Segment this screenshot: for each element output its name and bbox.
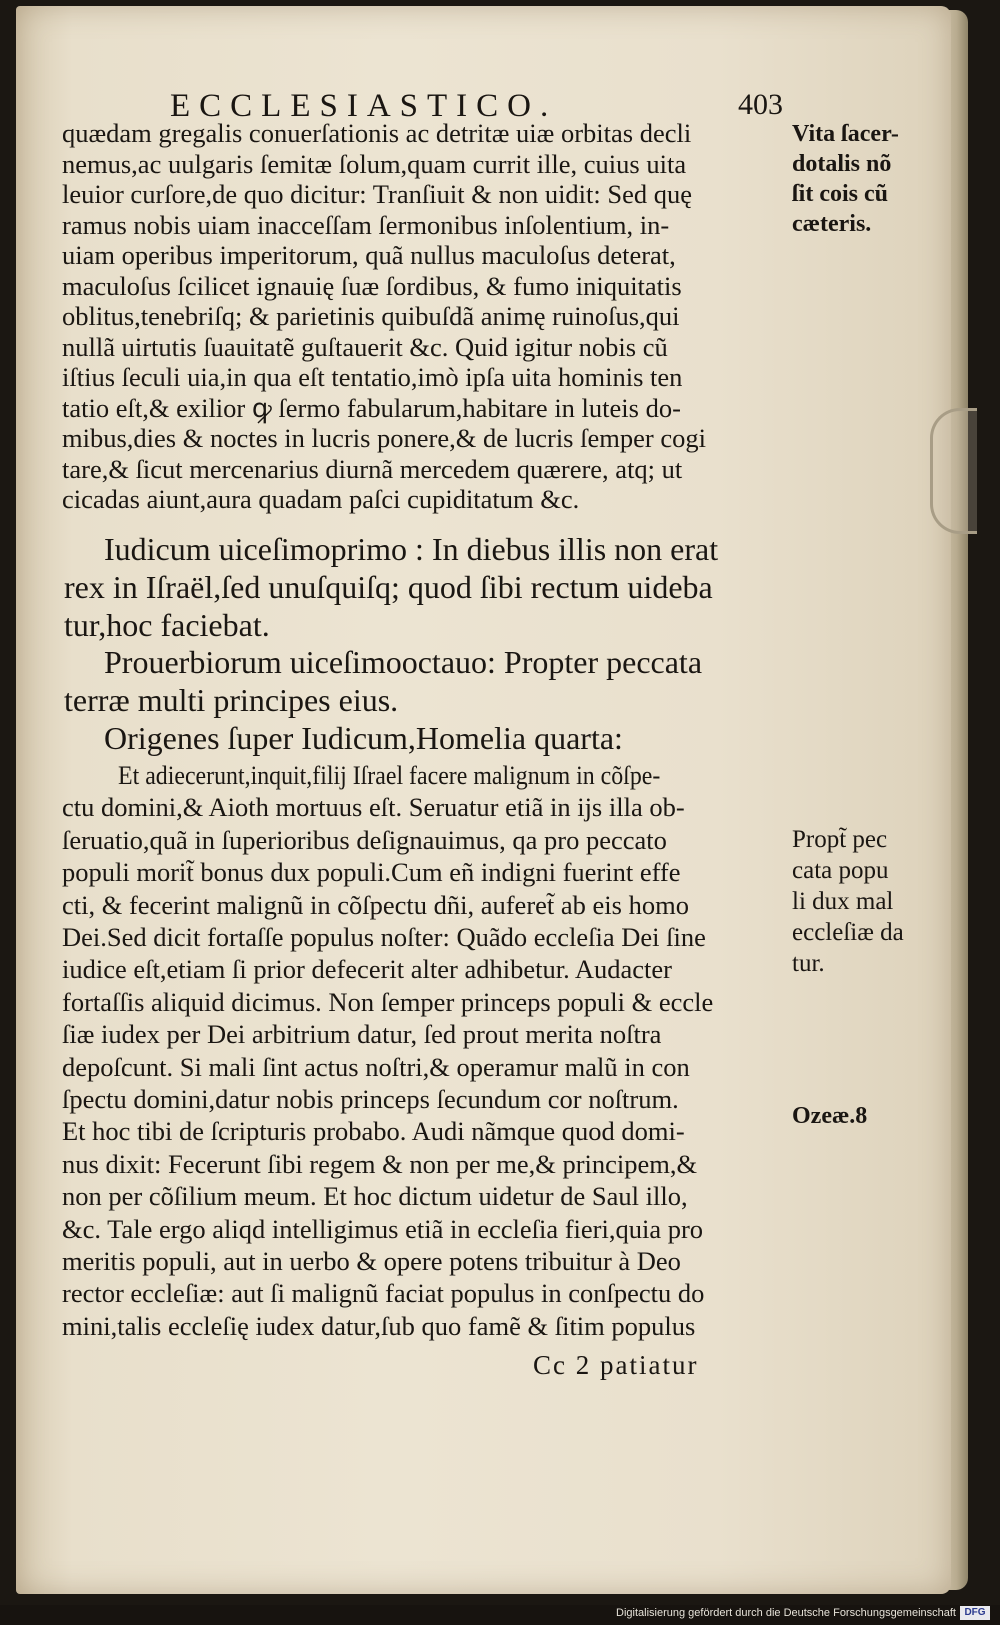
paragraph2-line: cti, & fecerint malignũ in cõſpectu dñi, auferet̃ ab eis homo bbox=[62, 889, 689, 920]
margin1-line: Vita ſacer- bbox=[792, 121, 899, 147]
paragraph2-line: ſpectu domini,datur nobis princeps ſecundum cor noſtrum. bbox=[62, 1084, 679, 1114]
paragraph1-line: maculoſus ſcilicet ignauię ſuæ ſordibus, & fumo iniquitatis bbox=[62, 270, 682, 301]
paragraph1-line: nullã uirtutis ſuauitatẽ guſtauerit &c. Quid igitur nobis cũ bbox=[62, 331, 668, 362]
book-clasp bbox=[930, 408, 977, 534]
paragraph2-line: non per cõſilium meum. Et hoc dictum uidetur de Saul illo, bbox=[62, 1181, 688, 1212]
margin2-line: eccleſiæ da bbox=[792, 919, 904, 946]
margin2-line: tur. bbox=[792, 950, 825, 977]
margin1-line: ſit cois cũ bbox=[792, 181, 888, 207]
paragraph2-line: Et hoc tibi de ſcripturis probabo. Audi nãmque quod domi- bbox=[62, 1116, 685, 1147]
margin3-line: Ozeæ.8 bbox=[792, 1103, 868, 1129]
digitization-credit: Digitalisierung gefördert durch die Deutsche Forschungsgemeinschaft bbox=[616, 1607, 956, 1619]
paragraph2-line: ctu domini,& Aioth mortuus eſt. Seruatur etiã in ijs illa ob- bbox=[62, 792, 685, 823]
folio-number: 403 bbox=[738, 88, 783, 121]
paragraph1-line: nemus,ac uulgaris ſemitæ ſolum,quam currit ille, cuius uita bbox=[62, 148, 687, 179]
headings-line: Origenes ſuper Iudicum,Homelia quarta: bbox=[104, 720, 623, 756]
paragraph2-line: nus dixit: Fecerunt ſibi regem & non per me,& principem,& bbox=[62, 1148, 698, 1179]
headings-line: Prouerbiorum uiceſimooctauo: Propter peccata bbox=[104, 644, 703, 681]
paragraph2-line: fortaſſis aliquid dicimus. Non ſemper princeps populi & eccle bbox=[62, 986, 714, 1017]
paragraph1-line: oblitus,tenebriſq; & parietinis quibuſdã animę ruinoſus,qui bbox=[62, 301, 680, 331]
paragraph2-line: ſeruatio,quã in ſuperioribus deſignauimus, qa pro peccato bbox=[62, 824, 667, 855]
margin2-line: li dux mal bbox=[792, 888, 894, 915]
paragraph2-line: &c. Tale ergo aliqd intelligimus etiã in eccleſia fieri,quia pro bbox=[62, 1213, 704, 1244]
headings-line: rex in Iſraël,ſed unuſquiſq; quod ſibi rectum uideba bbox=[64, 568, 713, 605]
paragraph1-line: cicadas aiunt,aura quadam paſci cupiditatum &c. bbox=[62, 484, 580, 514]
catchword-signature: Cc 2 patiatur bbox=[533, 1350, 699, 1380]
paragraph2-line: populi morit̃ bonus dux populi.Cum eñ indigni fuerint effe bbox=[62, 857, 681, 888]
margin2-line: cata popu bbox=[792, 857, 889, 884]
margin1-line: dotalis nõ bbox=[792, 151, 892, 177]
paragraph2-line: rector eccleſiæ: aut ſi malignũ faciat populus in conſpectu do bbox=[62, 1278, 705, 1309]
paragraph1-line: leuior curſore,de quo dicitur: Tranſiuit & non uidit: Sed quę bbox=[62, 179, 693, 209]
paragraph1-line: tare,& ſicut mercenarius diurnã mercedem quærere, atq; ut bbox=[62, 453, 683, 484]
headings-line: terræ multi principes eius. bbox=[64, 682, 399, 719]
running-title: ECCLESIASTICO. bbox=[170, 88, 558, 124]
headings-line: tur,hoc faciebat. bbox=[64, 606, 270, 643]
show-through-text bbox=[830, 520, 940, 1520]
margin1-line: cæteris. bbox=[792, 211, 872, 237]
paragraph1-line: quædam gregalis conuerſationis ac detritæ uiæ orbitas decli bbox=[62, 118, 692, 148]
paragraph1-line: ramus nobis uiam inacceſſam ſermonibus inſolentium, in- bbox=[62, 209, 670, 240]
paragraph2-line: meritis populi, aut in uerbo & opere potens tribuitur à Deo bbox=[62, 1246, 681, 1276]
paragraph1-line: iſtius ſeculi uia,in qua eſt tentatio,imò ipſa uita hominis ten bbox=[62, 362, 683, 392]
headings-line: Iudicum uiceſimoprimo : In diebus illis non erat bbox=[104, 531, 719, 567]
paragraph1-line: tatio eſt,& exilior ꝙ ſermo fabularum,habitare in luteis do- bbox=[62, 392, 681, 423]
paragraph1-line: mibus,dies & noctes in lucris ponere,& de lucris ſemper cogi bbox=[62, 423, 706, 453]
paragraph2-line: Et adiecerunt,inquit,filij Iſrael facere malignum in cõſpe- bbox=[118, 760, 661, 790]
paragraph1-line: uiam operibus imperitorum, quã nullus maculoſus deterat, bbox=[62, 240, 676, 270]
paragraph2-line: mini,talis eccleſię iudex datur,ſub quo famẽ & ſitim populus bbox=[62, 1310, 696, 1341]
paragraph2-line: depoſcunt. Si mali ſint actus noſtri,& operamur malũ in con bbox=[62, 1051, 690, 1082]
paragraph2-line: Dei.Sed dicit fortaſſe populus noſter: Quãdo eccleſia Dei ſine bbox=[62, 922, 706, 952]
paragraph2-line: ſiæ iudex per Dei arbitrium datur, ſed prout merita noſtra bbox=[62, 1019, 662, 1050]
margin2-line: Propt̃ pec bbox=[792, 826, 888, 853]
dfg-logo: DFG bbox=[960, 1606, 990, 1620]
paragraph2-line: iudice eſt,etiam ſi prior defecerit alter adhibetur. Audacter bbox=[62, 954, 672, 985]
